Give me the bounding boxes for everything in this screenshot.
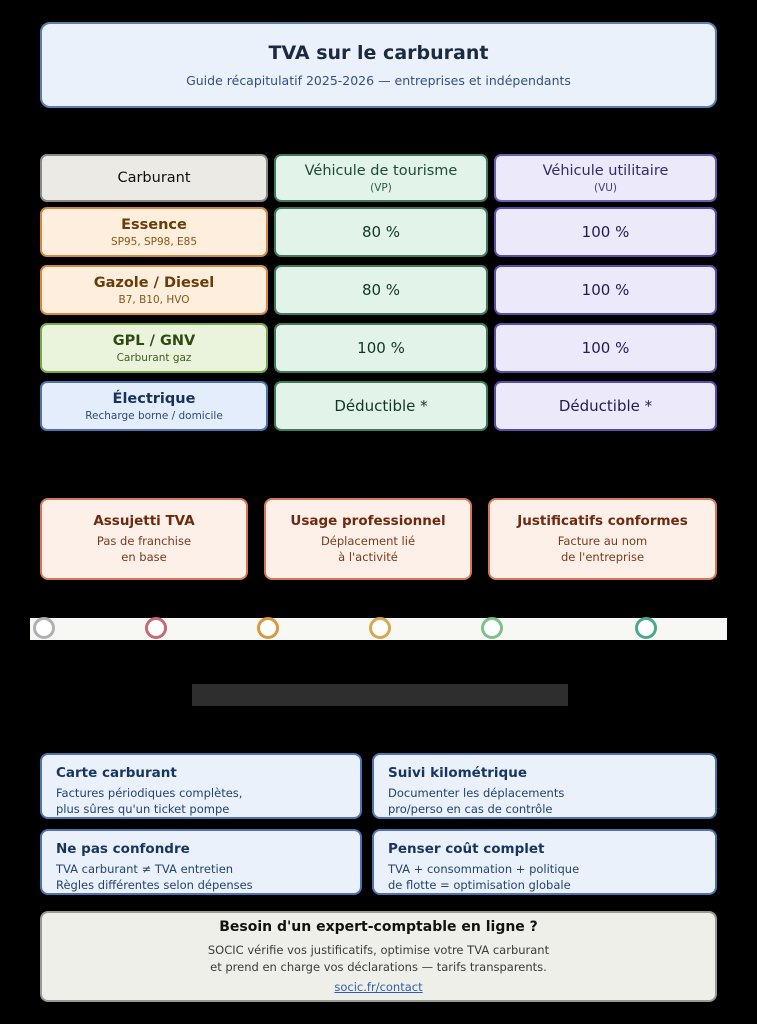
tip-card bbox=[40, 753, 362, 819]
condition-card bbox=[488, 498, 717, 580]
table-header-vu-sub: (VU) bbox=[593, 181, 618, 194]
timeline-node bbox=[145, 617, 167, 639]
table-header-vp-sub: (VP) bbox=[370, 181, 392, 194]
table-cell-vu bbox=[494, 323, 717, 373]
row-label: Électrique bbox=[112, 390, 196, 407]
timeline-node bbox=[635, 617, 657, 639]
cell-value: 100 % bbox=[581, 339, 630, 357]
footer-contact-link[interactable]: socic.fr/contact bbox=[334, 979, 423, 994]
row-sublabel: Carburant gaz bbox=[116, 351, 192, 364]
tip-line-2: de flotte = optimisation globale bbox=[388, 877, 571, 892]
row-sublabel: B7, B10, HVO bbox=[118, 293, 190, 306]
tip-card bbox=[372, 829, 717, 895]
condition-line-2: à l'activité bbox=[338, 549, 398, 564]
row-label: Gazole / Diesel bbox=[93, 274, 215, 291]
table-cell-vp bbox=[274, 265, 488, 315]
cell-value: 100 % bbox=[581, 223, 630, 241]
cell-value: Déductible * bbox=[558, 397, 653, 415]
occlusion-block bbox=[40, 716, 280, 732]
occlusion-block bbox=[40, 592, 480, 608]
tip-card bbox=[372, 753, 717, 819]
table-row bbox=[40, 265, 268, 315]
tip-card bbox=[40, 829, 362, 895]
cell-value: 100 % bbox=[581, 281, 630, 299]
timeline-node bbox=[33, 617, 55, 639]
table-row bbox=[40, 207, 268, 257]
footer-line-1: SOCIC vérifie vos justificatifs, optimise votre TVA carburant bbox=[207, 943, 550, 958]
row-label: Essence bbox=[121, 216, 187, 233]
table-cell-vu bbox=[494, 207, 717, 257]
tip-title: Ne pas confondre bbox=[56, 841, 190, 857]
table-row bbox=[40, 323, 268, 373]
condition-title: Justificatifs conformes bbox=[517, 512, 688, 529]
condition-card bbox=[40, 498, 248, 580]
row-sublabel: Recharge borne / domicile bbox=[85, 409, 223, 422]
occlusion-note bbox=[192, 684, 568, 706]
page-title: TVA sur le carburant bbox=[268, 42, 489, 64]
timeline-node bbox=[481, 617, 503, 639]
table-header-fuel-label: Carburant bbox=[117, 170, 191, 186]
row-label: GPL / GNV bbox=[112, 332, 196, 349]
table-cell-vp bbox=[274, 207, 488, 257]
tip-title: Carte carburant bbox=[56, 765, 177, 781]
cell-value: 100 % bbox=[357, 339, 405, 357]
table-header-vu-label: Véhicule utilitaire bbox=[542, 162, 669, 179]
table-row bbox=[40, 381, 268, 431]
page-subtitle: Guide récapitulatif 2025-2026 — entreprises et indépendants bbox=[186, 73, 571, 88]
cell-value: 80 % bbox=[361, 223, 401, 241]
tip-line-2: plus sûres qu'un ticket pompe bbox=[56, 801, 230, 816]
occlusion-block bbox=[22, 640, 734, 682]
row-sublabel: SP95, SP98, E85 bbox=[110, 235, 198, 248]
condition-title: Usage professionnel bbox=[290, 512, 446, 529]
tip-line-1: TVA carburant ≠ TVA entretien bbox=[56, 862, 234, 876]
condition-title: Assujetti TVA bbox=[93, 512, 195, 529]
tip-title: Suivi kilométrique bbox=[388, 765, 527, 781]
table-cell-vp bbox=[274, 323, 488, 373]
tip-line-1: TVA + consommation + politique bbox=[388, 862, 580, 876]
condition-line-2: en base bbox=[121, 549, 167, 564]
table-cell-vp bbox=[274, 381, 488, 431]
tip-title: Penser coût complet bbox=[388, 841, 545, 857]
tip-line-1: Documenter les déplacements bbox=[388, 786, 565, 800]
table-header-fuel bbox=[40, 154, 268, 202]
table-cell-vu bbox=[494, 381, 717, 431]
table-header-vp bbox=[274, 154, 488, 202]
tip-line-1: Factures périodiques complètes, bbox=[56, 786, 243, 800]
table-header-vp-label: Véhicule de tourisme bbox=[304, 162, 458, 179]
table-header-vu bbox=[494, 154, 717, 202]
condition-line-1: Déplacement lié bbox=[320, 533, 416, 548]
condition-line-1: Facture au nom bbox=[557, 533, 648, 548]
condition-card bbox=[264, 498, 472, 580]
cell-value: Déductible * bbox=[334, 397, 428, 415]
timeline-node bbox=[257, 617, 279, 639]
table-cell-vu bbox=[494, 265, 717, 315]
footer-title: Besoin d'un expert-comptable en ligne ? bbox=[219, 919, 538, 936]
condition-line-1: Pas de franchise bbox=[96, 533, 192, 548]
tip-line-2: Règles différentes selon dépenses bbox=[56, 877, 253, 892]
footer-line-2: et prend en charge vos déclarations — tarifs transparents. bbox=[210, 960, 547, 974]
timeline-node bbox=[369, 617, 391, 639]
occlusion-block bbox=[40, 466, 430, 484]
condition-line-2: de l'entreprise bbox=[560, 549, 645, 564]
tip-line-2: pro/perso en cas de contrôle bbox=[388, 801, 553, 816]
footer-cta-card bbox=[40, 911, 717, 1002]
cell-value: 80 % bbox=[361, 281, 401, 299]
occlusion-block bbox=[40, 126, 476, 142]
occlusion-block bbox=[40, 432, 600, 446]
header-card bbox=[40, 22, 717, 108]
